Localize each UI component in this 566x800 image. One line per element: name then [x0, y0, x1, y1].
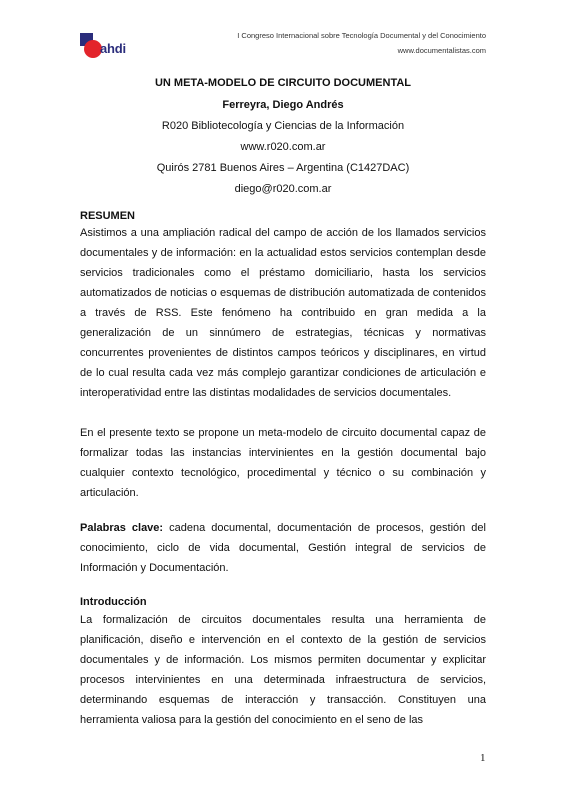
section-heading-introduccion: Introducción [80, 596, 147, 608]
paper-title: UN META-MODELO DE CIRCUITO DOCUMENTAL [154, 77, 412, 89]
author-name: Ferreyra, Diego Andrés [222, 99, 344, 111]
keywords-label: Palabras clave: [80, 522, 164, 534]
keywords-paragraph [80, 518, 486, 578]
paragraph-text: En el presente texto se propone un meta-modelo de circuito documental capaz de formalizar todas las instancias intervinientes en la gestión documental bajo cualquier contexto tecnológico, procedimental y técnico o su combinación y articulación. [80, 427, 486, 499]
keywords-content [80, 518, 486, 578]
section-heading-resumen: RESUMEN [80, 210, 136, 222]
keywords-text: cadena documental, documentación de procesos, gestión del conocimiento, ciclo de vida documental, Gestión integral de servicios de Información y Documentación. [80, 522, 486, 574]
author-website: www.r020.com.ar [240, 141, 326, 153]
website-header: www.documentalistas.com [397, 46, 486, 55]
paragraph-text: Asistimos a una ampliación radical del campo de acción de los llamados servicios documentales y de información: en la actualidad estos servicios contemplan desde servicios tradicionales como el préstamo domiciliario, hasta los servicios automatizados de noticias o esquemas de distribución automatizada de contenidos a través de RSS. Este fenómeno ha contribuido en gran medida a la generalización de un sinnúmero de estrategias, técnicas y normativas concurrentes provenientes de distintos campos teóricos y disciplinares, en virtud de lo cual resulta cada vez más complejo garantizar condiciones de articulación e interoperatividad entre las distintas modalidades de servicios documentales. [80, 227, 486, 399]
ahdi-logo [80, 33, 140, 59]
logo-text: ahdi [100, 41, 126, 56]
author-address: Quirós 2781 Buenos Aires – Argentina (C1427DAC) [156, 162, 410, 174]
author-email: diego@r020.com.ar [234, 183, 332, 195]
abstract-paragraph-2 [80, 423, 486, 503]
introduction-paragraph [80, 610, 486, 730]
paragraph-text: La formalización de circuitos documentales resulta una herramienta de planificación, diseño e intervención en el contexto de la gestión de servicios documentales y de información. Los mismos permiten documentar y explicitar procesos intervinientes en una determinada infraestructura de servicios, determinando esquemas de interacción y transacción. Constituyen una herramienta valiosa para la gestión del conocimiento en el seno de las [80, 614, 486, 726]
congress-header: I Congreso Internacional sobre Tecnología Documental y del Conocimiento [237, 31, 486, 40]
page-number: 1 [480, 752, 486, 764]
abstract-paragraph-1 [80, 223, 486, 403]
author-affiliation: R020 Bibliotecología y Ciencias de la Información [161, 120, 405, 132]
